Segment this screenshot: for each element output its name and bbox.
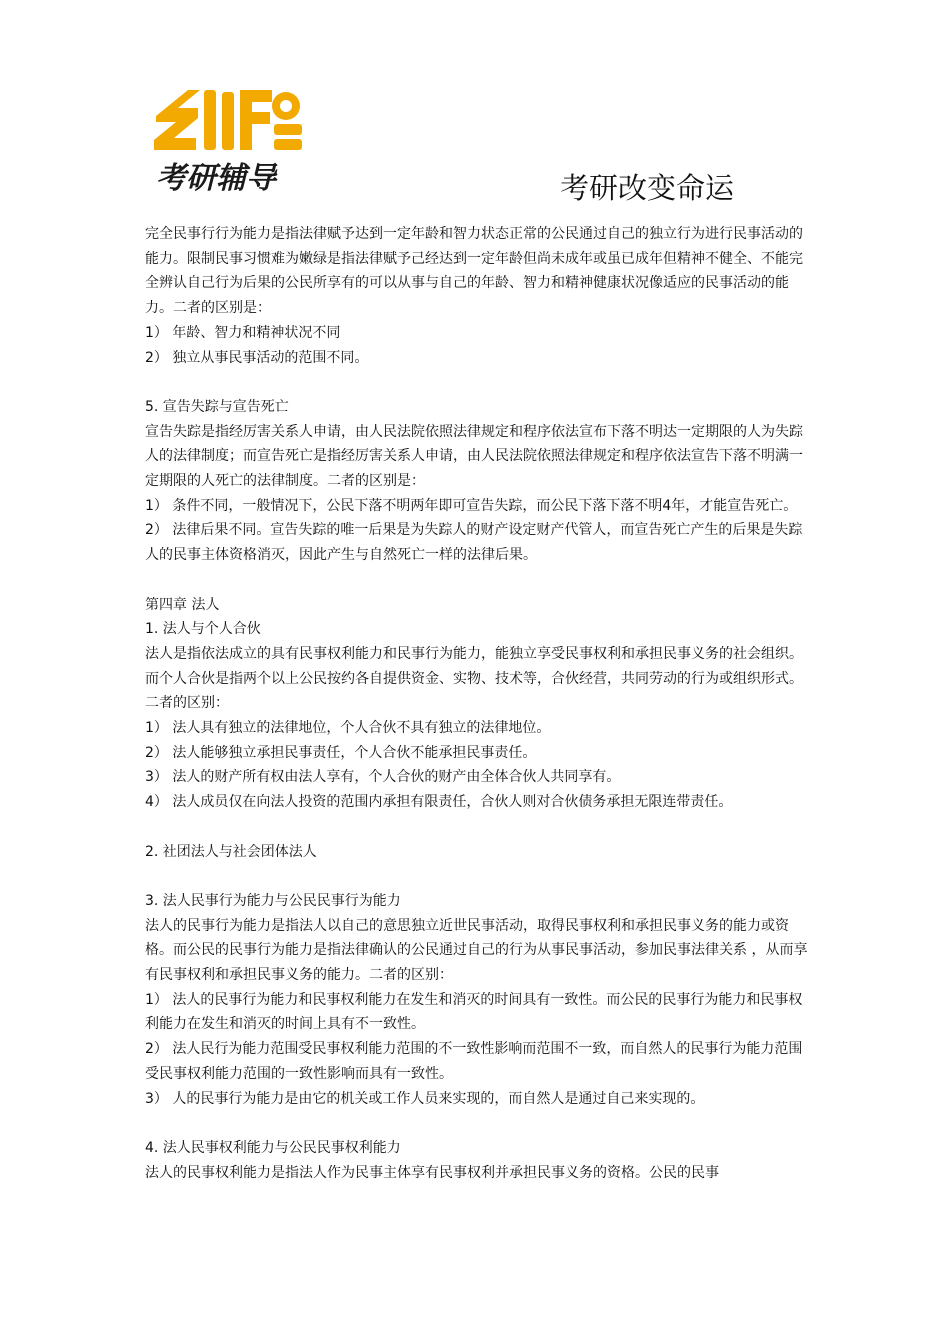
paragraph: 法人的民事行为能力是指法人以自己的意思独立近世民事活动，取得民事权利和承担民事义务的能力或资格。而公民的民事行为能力是指法律确认的公民通过自己的行为从事民事活动，参加民事法律关系 ，从而享有民事权利和承担民事义务的能力。二者的区别： <box>145 917 808 984</box>
document-body <box>145 222 813 1185</box>
slogan: 考研改变命运 <box>560 171 735 205</box>
list-item: 2） 法律后果不同。宣告失踪的唯一后果是为失踪人的财产设定财产代管人，而宣告死亡产生的后果是失踪人的民事主体资格消灭，因此产生与自然死亡一样的法律后果。 <box>145 522 803 564</box>
list-item: 3） 法人的财产所有权由法人享有，个人合伙的财产由全体合伙人共同享有。 <box>145 769 621 786</box>
paragraph: 宣告失踪是指经厉害关系人申请，由人民法院依照法律规定和程序依法宣布下落不明达一定期限的人为失踪人的法律制度；而宣告死亡是指经厉害关系人申请，由人民法院依照法律规定和程序依法宣告下落不明满一定期限的人死亡的法律制度。二者的区别是： <box>145 423 803 490</box>
list-item: 1） 年龄、智力和精神状况不同 <box>145 324 341 341</box>
list-item: 1） 条件不同，一般情况下，公民下落不明两年即可宣告失踪，而公民下落下落不明4年，才能宣告死亡。 <box>145 497 798 514</box>
paragraph: 法人的民事权利能力是指法人作为民事主体享有民事权利并承担民事义务的资格。公民的民事 <box>145 1164 719 1181</box>
blank-line <box>145 370 813 395</box>
paragraph: 法人是指依法成立的具有民事权利能力和民事行为能力，能独立享受民事权利和承担民事义务的社会组织。而个人合伙是指两个以上公民按约各自提供资金、实物、技术等，合伙经营，共同劳动的行为或组织形式。二者的区别： <box>145 645 803 712</box>
list-item: 1） 法人具有独立的法律地位，个人合伙不具有独立的法律地位。 <box>145 720 551 737</box>
list-item: 2） 独立从事民事活动的范围不同。 <box>145 349 369 366</box>
section-heading: 2. 社团法人与社会团体法人 <box>145 843 317 860</box>
kaicheng-logo <box>148 78 308 198</box>
section-heading: 3. 法人民事行为能力与公民民事行为能力 <box>145 892 401 909</box>
section-heading: 1. 法人与个人合伙 <box>145 621 261 638</box>
chapter-heading: 第四章 法人 <box>145 596 220 613</box>
list-item: 2） 法人能够独立承担民事责任，个人合伙不能承担民事责任。 <box>145 744 537 761</box>
blank-line <box>145 864 813 889</box>
list-item: 3） 人的民事行为能力是由它的机关或工作人员来实现的，而自然人是通过自己来实现的。 <box>145 1090 705 1107</box>
logo-mark <box>154 90 302 150</box>
logo-subtitle: 考研辅导 <box>156 161 276 196</box>
list-item: 4） 法人成员仅在向法人投资的范围内承担有限责任，合伙人则对合伙债务承担无限连带责任。 <box>145 794 733 811</box>
blank-line <box>145 815 813 840</box>
blank-line <box>145 1111 813 1136</box>
section-heading: 5. 宣告失踪与宣告死亡 <box>145 398 289 415</box>
list-item: 1） 法人的民事行为能力和民事权利能力在发生和消灭的时间具有一致性。而公民的民事行为能力和民事权利能力在发生和消灭的时间上具有不一致性。 <box>145 991 803 1033</box>
paragraph: 完全民事行行为能力是指法律赋予达到一定年龄和智力状态正常的公民通过自己的独立行为进行民事活动的能力。限制民事习惯难为嫩绿是指法律赋予己经达到一定年龄但尚未成年或虽已成年但精神不健全、不能完全辨认自己行为后果的公民所享有的可以从事与自己的年龄、智力和精神健康状况像适应的民事活动的能力。二者的区别是： <box>145 226 803 317</box>
blank-line <box>145 568 813 593</box>
section-heading: 4. 法人民事权利能力与公民民事权利能力 <box>145 1139 401 1156</box>
list-item: 2） 法人民行为能力范围受民事权利能力范围的不一致性影响而范围不一致，而自然人的民事行为能力范围受民事权利能力范围的一致性影响而具有一致性。 <box>145 1041 803 1082</box>
